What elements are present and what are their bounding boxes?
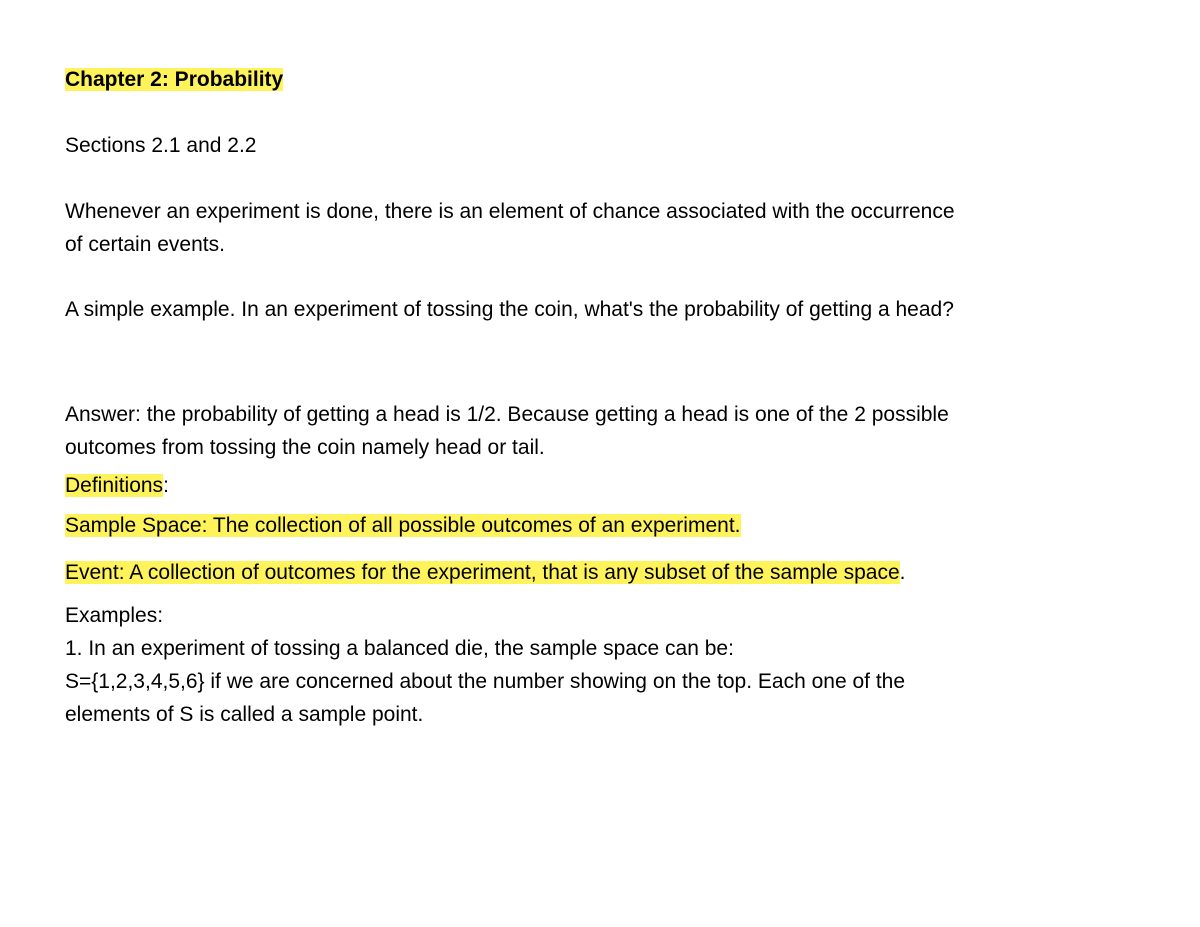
sample-space-definition: Sample Space: The collection of all possible outcomes of an experiment. (65, 514, 741, 537)
definitions-colon: : (163, 474, 169, 497)
event-definition: Event: A collection of outcomes for the experiment, that is any subset of the sample space (65, 561, 900, 584)
event-line (65, 556, 905, 589)
example1-line-2: S={1,2,3,4,5,6} if we are concerned about the number showing on the top. Each one of the (65, 670, 906, 693)
chapter-title: Chapter 2: Probability (65, 68, 284, 91)
answer-line-1: Answer: the probability of getting a head is 1/2. Because getting a head is one of the 2 possible (65, 403, 949, 426)
intro-line-1: Whenever an experiment is done, there is an element of chance associated with the occurrence (65, 200, 955, 223)
intro-line-2: of certain events. (65, 233, 225, 256)
example1-line-1: 1. In an experiment of tossing a balanced die, the sample space can be: (65, 637, 734, 660)
chapter-title-line (65, 63, 283, 96)
definitions-line (65, 469, 169, 502)
event-period: . (899, 561, 906, 584)
sections-line: Sections 2.1 and 2.2 (65, 134, 257, 157)
examples-label: Examples: (65, 604, 164, 627)
example1-line-3: elements of S is called a sample point. (65, 703, 424, 726)
question-line: A simple example. In an experiment of tossing the coin, what's the probability of getting a head? (65, 298, 954, 321)
definitions-label: Definitions (65, 474, 164, 497)
answer-line-2: outcomes from tossing the coin namely head or tail. (65, 436, 545, 459)
sample-space-line (65, 509, 741, 542)
